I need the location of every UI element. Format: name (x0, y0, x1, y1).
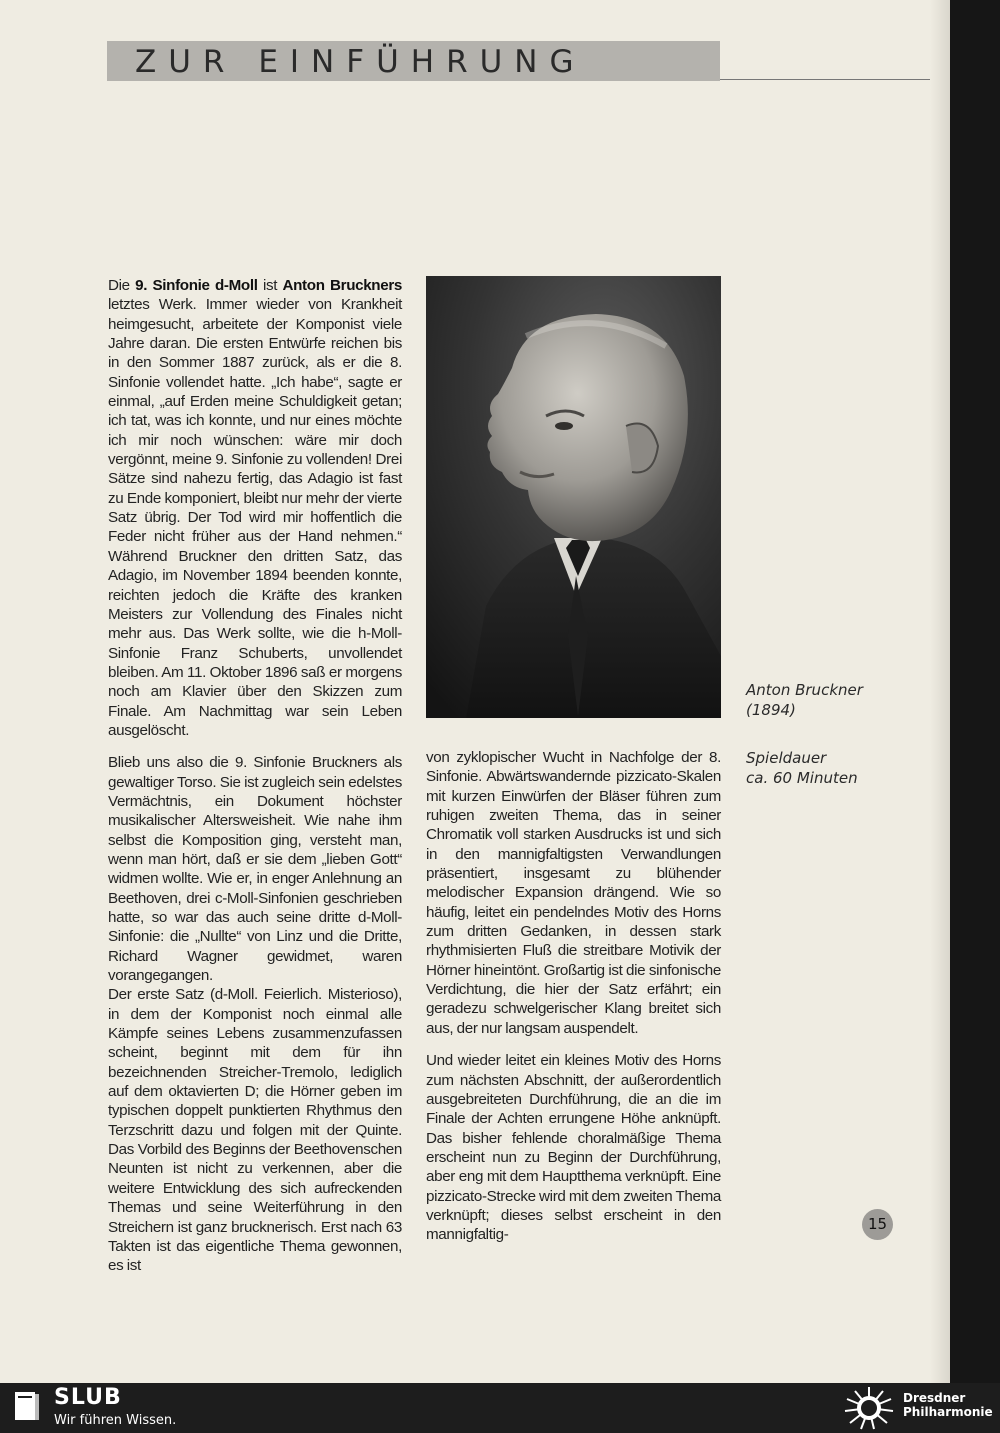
philharmonie-logo-text[interactable] (903, 1391, 993, 1419)
section-title: ZUR EINFÜHRUNG (135, 44, 586, 80)
duration-value: ca. 60 Minuten (746, 769, 858, 787)
portrait-caption (746, 680, 926, 720)
philharmonie-sunburst-icon[interactable] (842, 1385, 896, 1431)
page-edge-shadow (930, 0, 950, 1383)
viewer-footer (0, 1383, 1000, 1433)
duration-label: Spieldauer (746, 749, 827, 767)
paragraph-development: Und wieder leitet ein kleines Motiv des Horns zum nächsten Abschnitt, der außerordentlich ausgebreiteten Durchführung, die an die im Finale der Achten errungene Höhe anknüpft. Das bisher fehlende choralmäßige Thema erscheint nun zu Beginn der Durchführung, aber eng mit dem Hauptthema verknüpft. Eine pizzicato-Strecke wird mit dem zweiten Thema verknüpft; dieses selbst erscheint in den mannigfaltig- (426, 1052, 721, 1244)
paragraph-first-movement: Der erste Satz (d-Moll. Feierlich. Misterioso), in dem der Komponist noch einmal alle Kämpfe seines Lebens zusammenzufassen scheint, beginnt mit dem für ihn bezeichnenden Streicher-Tremolo, lediglich auf dem oktavierten D; die Hörner geben im typischen doppelt punktierten Rhythmus den Terzschritt dazu und folgen mit der Quinte. Das Vorbild des Beginns der Beethovenschen Neunten ist nicht zu verkennen, aber die weitere Entwicklung des sich aufreckenden Themas und seine Weiterführung in den Streichern ist ganz brucknerisch. Erst nach 63 Takten ist das eigentliche Thema gewonnen, es ist (108, 986, 402, 1275)
philharmonie-line2: Philharmonie (903, 1405, 993, 1419)
text-column-right (426, 748, 721, 1245)
bruckner-portrait-photo (426, 276, 721, 718)
paragraph-cyclopean: von zyklopischer Wucht in Nachfolge der 8. Sinfonie. Abwärtswandernde pizzicato-Skalen mit kurzen Einwürfen der Bläser führen zum ruhigen zweiten Thema, das in seiner Chromatik voll starken Ausdrucks ist und sich in den mannigfaltigsten Verwandlungen präsentiert, insgesamt zu blühender melodischer Expansion drängend. Wie so häufig, leitet ein pendelndes Motiv des Horns zum dritten Gedanken, in dessen stark rhythmisierten Fluß die streitbare Motivik der Hörner hineintönt. Großartig ist die sinfonische Verdichtung, die hier der Satz erfährt; ein geradezu schwelgerischer Klang breitet sich aus, der nur langsam auspendelt. (426, 749, 721, 1037)
philharmonie-line1: Dresdner (903, 1391, 966, 1405)
composer-name: Anton Bruckners (282, 277, 402, 294)
slub-tagline: Wir führen Wissen. (54, 1413, 177, 1428)
portrait-caption-year: (1894) (746, 701, 796, 719)
work-title: 9. Sinfonie d-Moll (135, 277, 258, 294)
intro-mid: ist (257, 277, 283, 294)
scan-border (950, 0, 1000, 1383)
slub-logo-text[interactable]: SLUB (54, 1385, 122, 1410)
duration-caption (746, 748, 926, 788)
page-number: 15 (862, 1209, 893, 1240)
text-column-left (108, 276, 402, 1276)
header-rule (720, 79, 930, 80)
portrait-caption-name: Anton Bruckner (746, 681, 863, 699)
intro-paragraph (108, 276, 402, 740)
paragraph-torso: Blieb uns also die 9. Sinfonie Bruckners als gewaltiger Torso. Sie ist zugleich sein edelstes Vermächtnis, ein Dokument höchster musikalischer Altersweisheit. Wie nahe ihm selbst die Komposition ging, versteht man, wenn man hört, daß er sie dem „lieben Gott“ widmen wollte. Wie er, in enger Anlehnung an Beethoven, drei c-Moll-Sinfonien geschrieben hatte, so war das auch seine dritte d-Moll-Sinfonie: die „Nullte“ von Linz und die Dritte, Richard Wagner gewidmet, waren vorangegangen. (108, 754, 402, 985)
intro-body: letztes Werk. Immer wieder von Krankheit heimgesucht, arbeitete der Komponist viele Jahre daran. Die ersten Entwürfe reichen bis in den Sommer 1887 zurück, als er die 8. Sinfonie vollendet hatte. „Ich habe“, sagte er einmal, „auf Erden meine Schuldigkeit getan; ich tat, was ich konnte, und nur eines möchte ich mir noch wünschen: wäre mir doch vergönnt, meine 9. Sinfonie zu vollenden! Drei Sätze sind nahezu fertig, das Adagio ist fast zu Ende komponiert, bleibt nur mehr der vierte Satz übrig. Der Tod wird mir hoffentlich die Feder nicht früher aus der Hand nehmen.“ Während Bruckner den dritten Satz, das Adagio, im November 1894 beenden konnte, reichten jedoch die Kräfte des kranken Meisters zur Vollendung des Finales nicht mehr aus. Das Werk sollte, wie die h-Moll-Sinfonie Franz Schuberts, unvollendet bleiben. Am 11. Oktober 1896 saß er morgens noch am Klavier über den Skizzen zum Finale. Am Nachmittag war sein Leben ausgelöscht. (108, 296, 402, 739)
intro-lead: Die (108, 277, 136, 294)
slub-logo-icon[interactable] (12, 1389, 42, 1423)
